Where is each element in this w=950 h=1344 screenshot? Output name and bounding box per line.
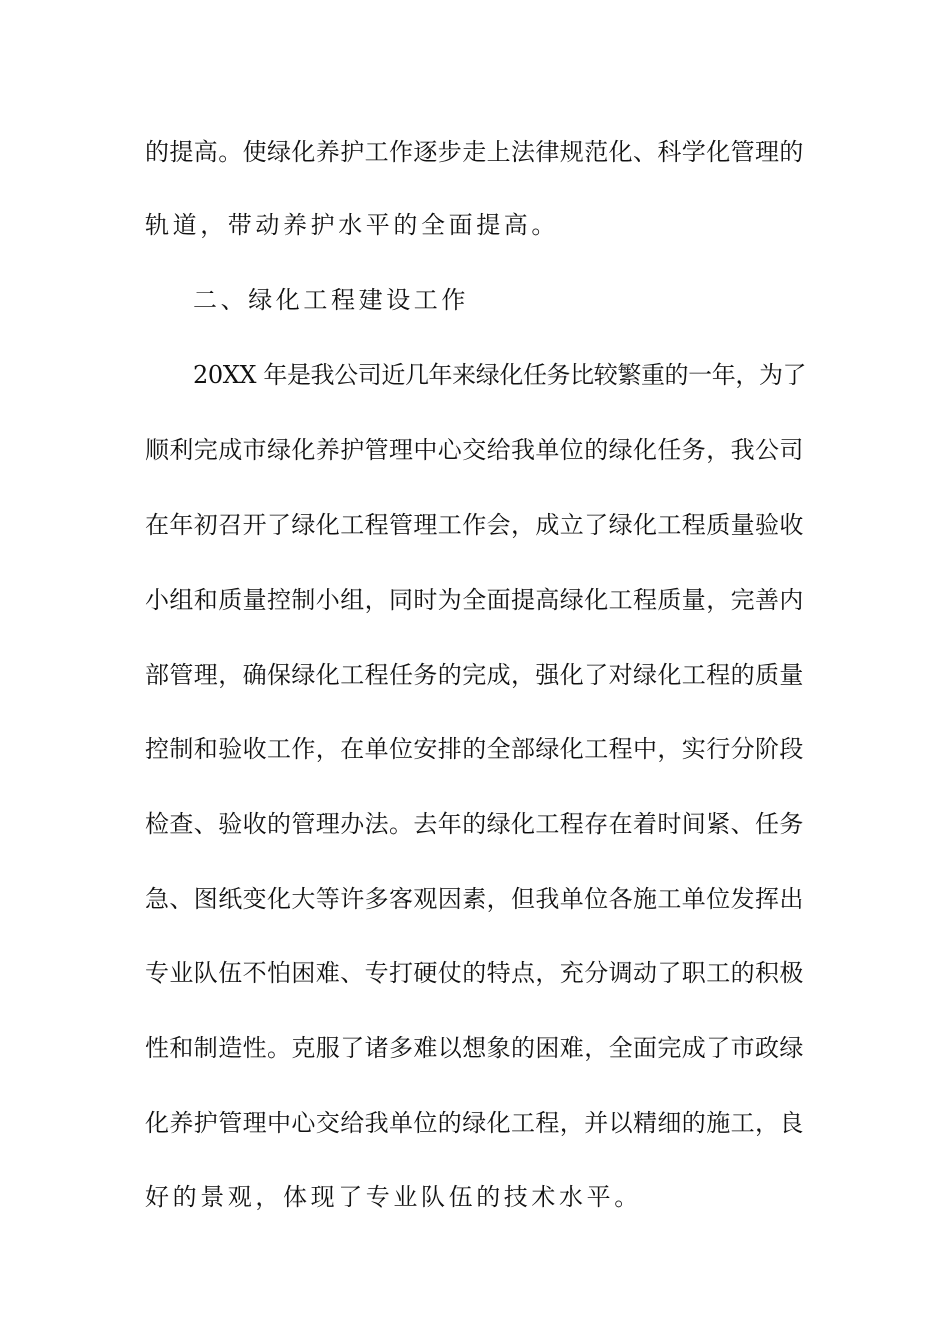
text-line-5: 顺利完成市绿化养护管理中心交给我单位的绿化任务，我公司	[145, 436, 804, 464]
text-line-1: 的提高。使绿化养护工作逐步走上法律规范化、科学化管理的	[145, 138, 804, 166]
paragraph-first-line: 20XX 年是我公司近几年来绿化任务比较繁重的一年，为了	[193, 361, 807, 389]
text-line-13: 性和制造性。克服了诸多难以想象的困难，全面完成了市政绿	[145, 1034, 804, 1062]
text-line-12: 专业队伍不怕困难、专打硬仗的特点，充分调动了职工的积极	[145, 959, 804, 987]
text-line-6: 在年初召开了绿化工程管理工作会，成立了绿化工程质量验收	[145, 511, 804, 539]
text-line-2: 轨道，带动养护水平的全面提高。	[145, 211, 559, 239]
text-line-10: 检查、验收的管理办法。去年的绿化工程存在着时间紧、任务	[145, 810, 804, 838]
text-line-14: 化养护管理中心交给我单位的绿化工程，并以精细的施工，良	[145, 1109, 804, 1137]
text-line-8: 部管理，确保绿化工程任务的完成，强化了对绿化工程的质量	[145, 661, 804, 689]
text-line-15: 好的景观，体现了专业队伍的技术水平。	[145, 1183, 642, 1211]
text-line-11: 急、图纸变化大等许多客观因素，但我单位各施工单位发挥出	[145, 885, 804, 913]
text-line-9: 控制和验收工作，在单位安排的全部绿化工程中，实行分阶段	[145, 735, 804, 763]
section-heading: 二、绿化工程建设工作	[193, 286, 469, 314]
text-line-7: 小组和质量控制小组，同时为全面提高绿化工程质量，完善内	[145, 586, 804, 614]
